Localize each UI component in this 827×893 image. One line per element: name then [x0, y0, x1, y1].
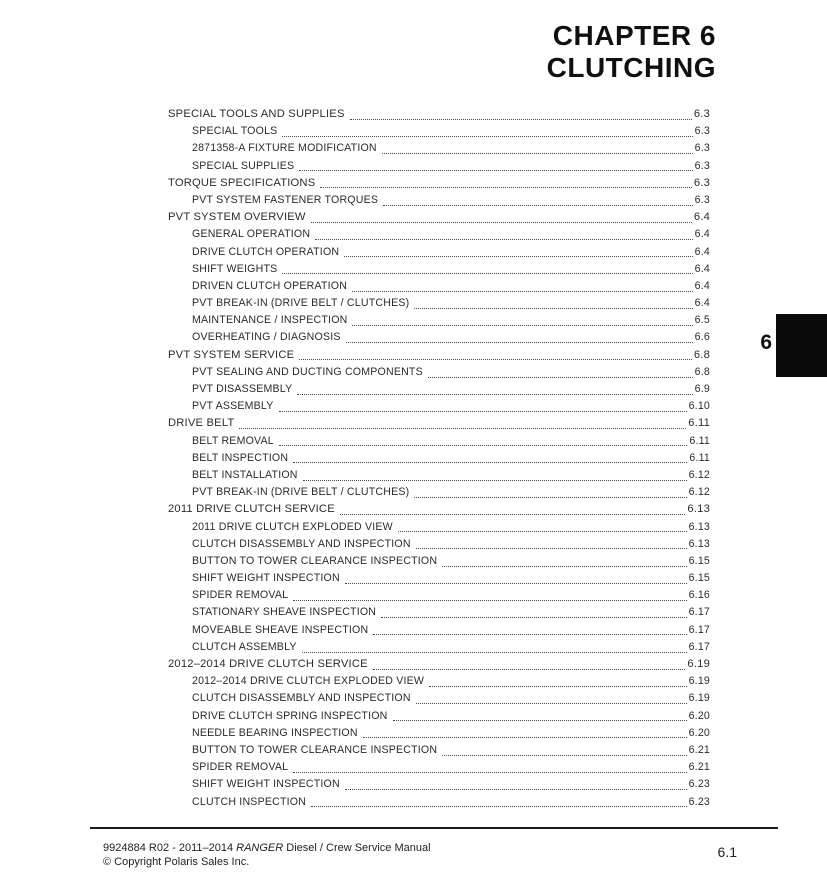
toc-entry-label: 2011 DRIVE CLUTCH EXPLODED VIEW: [192, 520, 393, 533]
toc-entry: [168, 604, 710, 621]
toc-entry: [168, 536, 710, 553]
page-number: 6.1: [717, 844, 737, 860]
toc-entry: [168, 501, 710, 518]
toc-entry: [168, 329, 710, 346]
toc-entry-page: 6.17: [688, 640, 710, 653]
toc-dot-leader: [299, 347, 692, 361]
toc-entry-page: 6.20: [688, 709, 710, 722]
toc-dot-leader: [382, 140, 693, 154]
toc-entry-page: 6.3: [694, 193, 710, 206]
toc-dot-leader: [239, 415, 686, 429]
toc-entry-page: 6.5: [694, 314, 710, 327]
toc-dot-leader: [344, 244, 692, 258]
toc-entry-label: SPECIAL TOOLS AND SUPPLIES: [168, 108, 345, 120]
toc-entry-label: PVT BREAK-IN (DRIVE BELT / CLUTCHES): [192, 486, 410, 499]
toc-entry: [168, 123, 710, 140]
toc-entry-label: BELT INSPECTION: [192, 451, 289, 464]
toc-entry-label: SPIDER REMOVAL: [192, 589, 289, 602]
toc-dot-leader: [383, 192, 693, 206]
toc-entry-page: 6.8: [693, 348, 710, 361]
footer-manual-model: RANGER: [236, 842, 284, 854]
toc-entry-label: PVT DISASSEMBLY: [192, 383, 293, 395]
toc-entry-page: 6.19: [687, 658, 710, 670]
toc-dot-leader: [352, 278, 693, 292]
toc-entry: [168, 140, 710, 157]
chapter-title-line2: CLUTCHING: [546, 52, 716, 83]
toc-dot-leader: [299, 158, 692, 172]
toc-entry-page: 6.13: [688, 520, 710, 533]
toc-entry-label: PVT SYSTEM FASTENER TORQUES: [192, 193, 379, 206]
toc-entry-page: 6.16: [688, 589, 710, 602]
toc-entry: [168, 226, 710, 243]
toc-dot-leader: [442, 553, 686, 567]
toc-entry-page: 6.4: [694, 245, 710, 258]
toc-dot-leader: [297, 381, 692, 395]
toc-entry-page: 6.4: [694, 262, 710, 275]
toc-dot-leader: [414, 295, 692, 309]
toc-dot-leader: [311, 209, 692, 223]
toc-entry: [168, 759, 710, 776]
toc-entry-page: 6.4: [693, 211, 710, 224]
toc-dot-leader: [340, 501, 686, 515]
footer-manual-prefix: 9924884 R02 - 2011–2014: [103, 842, 237, 854]
toc-dot-leader: [293, 587, 686, 601]
toc-entry-page: 6.23: [688, 778, 710, 791]
toc-dot-leader: [373, 622, 686, 636]
toc-entry-page: 6.19: [688, 675, 710, 688]
toc-dot-leader: [414, 484, 686, 498]
toc-entry-label: BELT INSTALLATION: [192, 468, 298, 481]
toc-entry: [168, 295, 710, 312]
toc-dot-leader: [282, 123, 692, 137]
toc-entry-label: STATIONARY SHEAVE INSPECTION: [192, 606, 377, 619]
toc-dot-leader: [279, 398, 687, 412]
toc-entry: [168, 725, 710, 742]
toc-entry-label: DRIVE CLUTCH SPRING INSPECTION: [192, 709, 388, 722]
chapter-thumb-tab: [776, 314, 827, 377]
toc-dot-leader: [350, 106, 692, 120]
toc-entry: [168, 794, 710, 811]
toc-entry: [168, 587, 710, 604]
toc-entry: [168, 175, 710, 192]
toc-dot-leader: [428, 364, 693, 378]
toc-entry-label: PVT SYSTEM SERVICE: [168, 348, 295, 361]
toc-entry-label: SPIDER REMOVAL: [192, 761, 289, 774]
toc-entry-page: 6.21: [688, 761, 710, 774]
toc-entry-page: 6.4: [694, 228, 710, 241]
toc-entry: [168, 364, 710, 381]
toc-entry-page: 6.4: [694, 279, 710, 292]
toc-entry-label: PVT ASSEMBLY: [192, 400, 274, 413]
toc-entry: [168, 639, 710, 656]
toc-dot-leader: [293, 759, 686, 773]
toc-entry-page: 6.15: [688, 554, 710, 567]
toc-dot-leader: [315, 226, 692, 240]
toc-entry-label: SPECIAL TOOLS: [192, 125, 278, 138]
toc-entry-page: 6.3: [694, 159, 710, 172]
toc-entry: [168, 347, 710, 364]
toc-entry: [168, 656, 710, 673]
footer-divider: [90, 827, 778, 829]
toc-entry-page: 6.11: [688, 417, 710, 430]
toc-dot-leader: [345, 570, 687, 584]
toc-dot-leader: [429, 673, 686, 687]
toc-entry: [168, 776, 710, 793]
toc-entry-label: CLUTCH DISASSEMBLY AND INSPECTION: [192, 537, 411, 550]
toc-entry-page: 6.4: [694, 297, 710, 310]
toc-entry-page: 6.15: [688, 572, 710, 585]
toc-entry: [168, 158, 710, 175]
toc-dot-leader: [393, 708, 687, 722]
toc-entry-page: 6.3: [693, 176, 710, 189]
toc-dot-leader: [352, 312, 692, 326]
toc-entry-label: CLUTCH DISASSEMBLY AND INSPECTION: [192, 692, 411, 705]
toc-dot-leader: [320, 175, 691, 189]
toc-entry-page: 6.8: [694, 365, 710, 378]
toc-entry-page: 6.12: [688, 486, 710, 499]
toc-entry-label: 2012–2014 DRIVE CLUTCH EXPLODED VIEW: [192, 675, 425, 688]
toc-dot-leader: [346, 329, 693, 343]
footer-manual-line: [103, 841, 431, 855]
footer-manual-suffix: Diesel / Crew Service Manual: [283, 842, 431, 854]
toc-entry-label: MAINTENANCE / INSPECTION: [192, 314, 348, 327]
toc-entry-page: 6.3: [693, 108, 710, 120]
toc-entry-label: BELT REMOVAL: [192, 434, 274, 447]
toc-entry: [168, 312, 710, 329]
toc-entry: [168, 519, 710, 536]
toc-entry-label: SPECIAL SUPPLIES: [192, 159, 295, 172]
toc-entry: [168, 484, 710, 501]
chapter-tab-number: 6: [760, 331, 772, 354]
toc-entry-label: DRIVE BELT: [168, 417, 235, 430]
toc-entry: [168, 742, 710, 759]
toc-entry-label: SHIFT WEIGHTS: [192, 262, 278, 275]
toc-entry-page: 6.17: [688, 623, 710, 636]
toc-entry: [168, 415, 710, 432]
toc-entry-page: 6.11: [689, 451, 710, 464]
toc-entry-page: 6.3: [694, 142, 710, 155]
toc-entry-label: NEEDLE BEARING INSPECTION: [192, 726, 358, 739]
toc-entry: [168, 450, 710, 467]
toc-dot-leader: [345, 776, 687, 790]
toc-entry: [168, 708, 710, 725]
toc-entry-label: SHIFT WEIGHT INSPECTION: [192, 572, 340, 585]
toc-entry-page: 6.10: [688, 400, 710, 413]
toc-dot-leader: [302, 639, 687, 653]
toc-entry: [168, 398, 710, 415]
toc-entry-label: GENERAL OPERATION: [192, 228, 311, 241]
toc-entry-page: 6.6: [694, 331, 710, 344]
toc-entry: [168, 622, 710, 639]
toc-entry-page: 6.21: [688, 743, 710, 756]
toc-entry: [168, 553, 710, 570]
toc-entry-label: 2012–2014 DRIVE CLUTCH SERVICE: [168, 658, 368, 670]
toc-entry-label: 2871358-A FIXTURE MODIFICATION: [192, 142, 377, 155]
toc-dot-leader: [416, 536, 687, 550]
toc-entry-label: CLUTCH INSPECTION: [192, 795, 307, 808]
toc-dot-leader: [282, 261, 692, 275]
toc-entry: [168, 278, 710, 295]
toc-entry-page: 6.20: [688, 726, 710, 739]
chapter-title: [547, 20, 716, 84]
toc-dot-leader: [381, 604, 686, 618]
toc-entry: [168, 570, 710, 587]
toc-dot-leader: [373, 656, 686, 670]
toc-entry-page: 6.12: [688, 468, 710, 481]
chapter-title-line1: CHAPTER 6: [552, 20, 716, 51]
toc-dot-leader: [303, 467, 687, 481]
footer: [103, 841, 431, 869]
toc-entry: [168, 673, 710, 690]
toc-entry: [168, 381, 710, 398]
toc-dot-leader: [398, 519, 687, 533]
toc-dot-leader: [311, 794, 687, 808]
toc-entry-page: 6.23: [688, 795, 710, 808]
toc-entry-label: BUTTON TO TOWER CLEARANCE INSPECTION: [192, 743, 438, 756]
toc-entry: [168, 261, 710, 278]
toc-entry: [168, 192, 710, 209]
toc-entry: [168, 433, 710, 450]
toc-entry: [168, 467, 710, 484]
toc-entry-page: 6.3: [694, 125, 710, 138]
toc-dot-leader: [279, 433, 687, 447]
toc-entry-label: MOVEABLE SHEAVE INSPECTION: [192, 623, 369, 636]
toc-dot-leader: [293, 450, 687, 464]
table-of-contents: [168, 106, 710, 811]
toc-dot-leader: [416, 690, 687, 704]
toc-entry-page: 6.9: [694, 383, 710, 395]
toc-entry-label: DRIVEN CLUTCH OPERATION: [192, 279, 348, 292]
toc-entry-label: SHIFT WEIGHT INSPECTION: [192, 778, 340, 791]
toc-entry-page: 6.11: [689, 434, 710, 447]
toc-entry: [168, 690, 710, 707]
toc-entry-label: 2011 DRIVE CLUTCH SERVICE: [168, 503, 335, 516]
toc-dot-leader: [363, 725, 687, 739]
toc-entry-label: PVT BREAK-IN (DRIVE BELT / CLUTCHES): [192, 297, 410, 310]
toc-dot-leader: [442, 742, 686, 756]
footer-copyright-line: © Copyright Polaris Sales Inc.: [103, 856, 250, 868]
toc-entry: [168, 106, 710, 123]
toc-entry-label: TORQUE SPECIFICATIONS: [168, 176, 316, 189]
toc-entry-page: 6.13: [688, 537, 710, 550]
toc-entry-page: 6.13: [687, 503, 710, 516]
toc-entry-label: BUTTON TO TOWER CLEARANCE INSPECTION: [192, 554, 438, 567]
toc-entry-label: PVT SYSTEM OVERVIEW: [168, 211, 306, 224]
toc-entry: [168, 209, 710, 226]
toc-entry-page: 6.17: [688, 606, 710, 619]
toc-entry: [168, 244, 710, 261]
toc-entry-label: PVT SEALING AND DUCTING COMPONENTS: [192, 365, 423, 378]
toc-entry-page: 6.19: [688, 692, 710, 705]
toc-entry-label: DRIVE CLUTCH OPERATION: [192, 245, 340, 258]
toc-entry-label: CLUTCH ASSEMBLY: [192, 640, 297, 653]
toc-entry-label: OVERHEATING / DIAGNOSIS: [192, 331, 341, 344]
